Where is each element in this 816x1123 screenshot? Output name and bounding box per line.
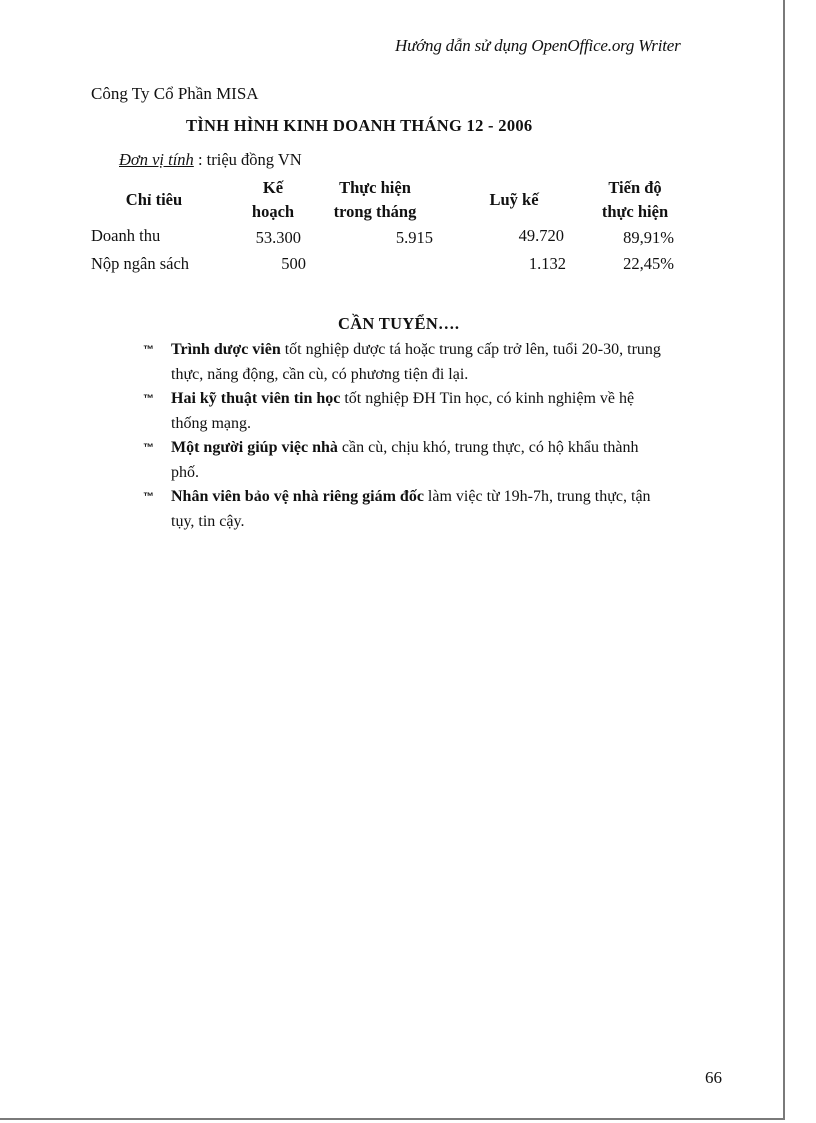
row1-cumulative: 49.720 xyxy=(518,226,564,245)
row2-name: Nộp ngân sách xyxy=(91,254,190,273)
col-header-cumulative-line: Luỹ kế xyxy=(489,190,539,209)
list-item-title: Nhân viên bảo vệ nhà riêng giám đốc xyxy=(171,488,424,505)
recruitment-list xyxy=(143,338,663,534)
col-header-actual-line2: trong tháng xyxy=(333,202,417,221)
row1-name: Doanh thu xyxy=(91,226,161,245)
report-title: TÌNH HÌNH KINH DOANH THÁNG 12 - 2006 xyxy=(186,116,533,135)
col-header-plan xyxy=(236,176,310,224)
page-number: 66 xyxy=(705,1068,722,1087)
page-border xyxy=(745,0,785,1120)
list-item xyxy=(143,387,663,436)
list-item-text: tốt nghiệp ĐH Tin học, có kinh nghiệm về hệ thống mạng. xyxy=(171,390,635,432)
list-item-text: cần cù, chịu khó, trung thực, có hộ khẩu thành phố. xyxy=(171,439,639,481)
row2-plan: 500 xyxy=(281,254,306,273)
col-header-indicator xyxy=(108,188,200,212)
trademark-bullet-icon: ™ xyxy=(143,491,154,503)
trademark-bullet-icon: ™ xyxy=(143,442,154,454)
trademark-bullet-icon: ™ xyxy=(143,393,154,405)
list-item-title: Trình dược viên xyxy=(171,341,281,358)
col-header-plan-line2: hoạch xyxy=(251,202,295,221)
col-header-progress-line2: thực hiện xyxy=(601,202,669,221)
list-item-title: Một người giúp việc nhà xyxy=(171,439,338,456)
unit-label: Đơn vị tính xyxy=(119,150,194,169)
col-header-actual-line1: Thực hiện xyxy=(339,178,411,197)
page-header: Hướng dẫn sử dụng OpenOffice.org Writer xyxy=(395,36,681,55)
list-item xyxy=(143,338,663,387)
list-item-title: Hai kỹ thuật viên tin học xyxy=(171,390,341,407)
trademark-bullet-icon: ™ xyxy=(143,344,154,356)
col-header-progress xyxy=(590,176,680,224)
col-header-cumulative xyxy=(478,188,550,212)
col-header-indicator-line: Chỉ tiêu xyxy=(125,190,183,209)
row2-progress: 22,45% xyxy=(623,254,674,273)
unit-separator: : xyxy=(193,150,207,169)
col-header-plan-line1: Kế xyxy=(262,178,284,197)
row1-plan: 53.300 xyxy=(255,228,301,247)
list-item-text: làm việc từ 19h-7h, trung thực, tận tụy, tin cậy. xyxy=(171,488,651,530)
company-name: Công Ty Cổ Phần MISA xyxy=(91,84,259,103)
unit-value: triệu đồng VN xyxy=(206,150,302,169)
row2-cumulative: 1.132 xyxy=(528,254,566,273)
list-item-text: tốt nghiệp dược tá hoặc trung cấp trở lên, tuổi 20-30, trung thực, năng động, cần cù, có phương tiện đi lại. xyxy=(171,341,661,383)
list-item xyxy=(143,485,663,534)
unit-line xyxy=(119,150,302,170)
col-header-progress-line1: Tiến độ xyxy=(608,178,662,197)
col-header-actual xyxy=(322,176,428,224)
section-title: CẦN TUYỂN…. xyxy=(338,314,460,333)
row1-actual: 5.915 xyxy=(395,228,433,247)
list-item xyxy=(143,436,663,485)
row1-progress: 89,91% xyxy=(623,228,674,247)
page-border-bottom xyxy=(0,1118,785,1120)
